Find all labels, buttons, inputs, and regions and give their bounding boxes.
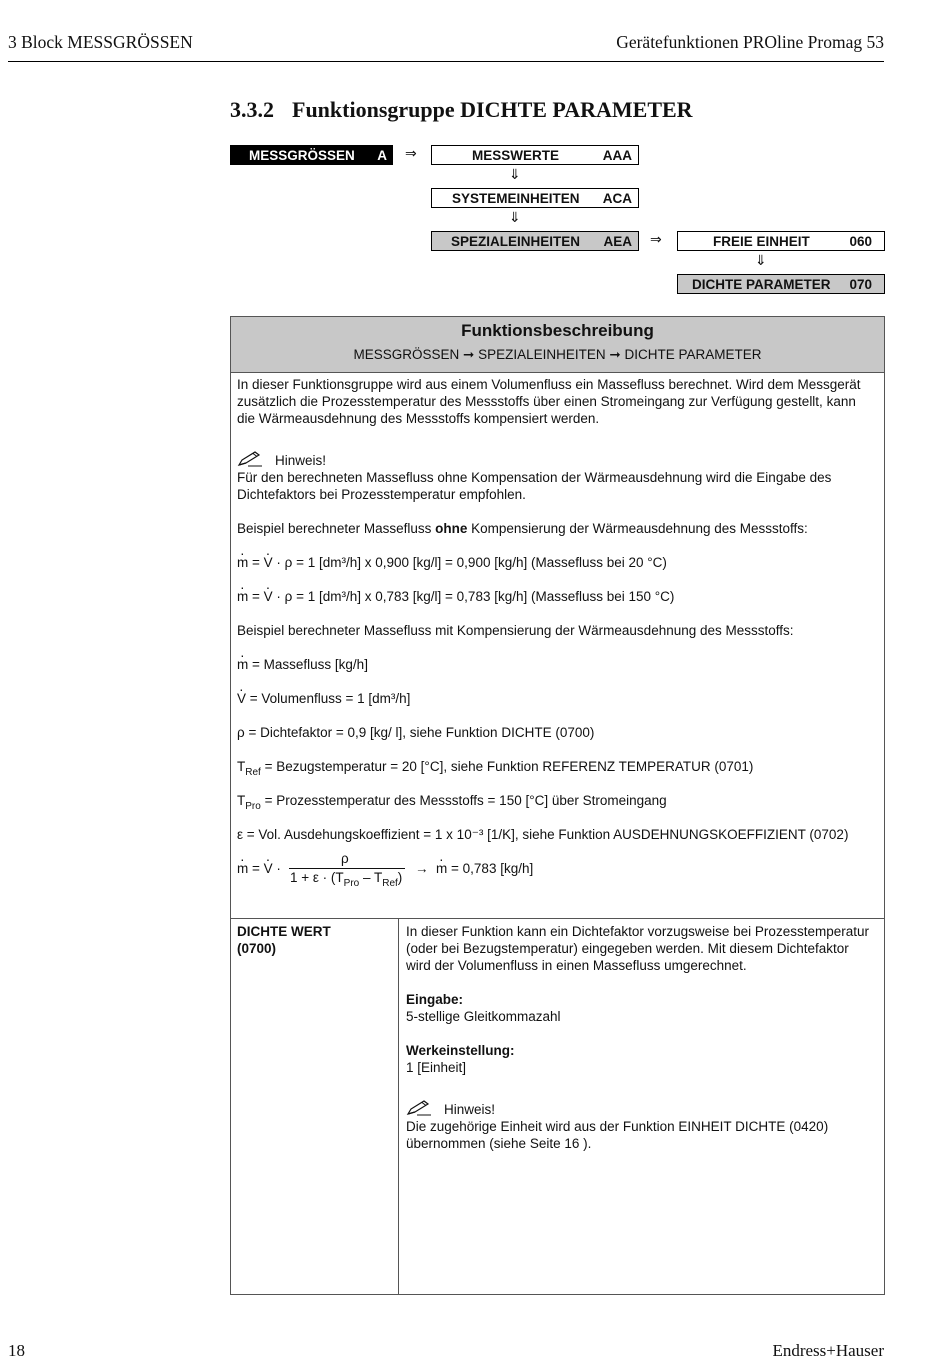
description-title: Funktionsbeschreibung: [461, 321, 654, 340]
arrow-right-icon: ⇒: [650, 232, 662, 248]
intro-line: In dieser Funktionsgruppe wird aus einem Volumenfluss ein Massefluss berechnet. Wird dem Messgerät: [237, 377, 861, 392]
input-label: Eingabe:: [406, 992, 464, 1007]
nav-box-systemeinheiten: SYSTEMEINHEITEN ACA: [431, 188, 639, 208]
pencil-note-icon: [406, 1100, 432, 1116]
function-text-line: In dieser Funktion kann ein Dichtefaktor vorzugsweise bei Prozesstemperatur: [406, 924, 869, 939]
function-name: DICHTE WERT (0700): [237, 924, 331, 956]
section-title: [230, 97, 693, 123]
nav-box-dichte-parameter: DICHTE PARAMETER 070: [677, 274, 885, 294]
formula-denominator: $1 + \varepsilon \cdot (T_{Pro} - T_{Ref})$: [290, 870, 403, 889]
definition-process-temperature: $T_{Pro}$ = Prozesstemperatur des Messstoffs = 150 [°C] über Stromeingang: [237, 793, 667, 812]
description-header: [231, 317, 884, 373]
function-note-line: übernommen (siehe Seite 16 ).: [406, 1136, 592, 1151]
default-label: Werkeinstellung:: [406, 1043, 515, 1058]
nav-box-messwerte: MESSWERTE AAA: [431, 145, 639, 165]
formula-numerator: ρ: [341, 851, 349, 866]
function-description-table: [230, 316, 885, 1295]
intro-line: zusätzlich die Prozesstemperatur des Messstoffs über einen Stromeingang zur Verfügung gestellt, kann: [237, 394, 856, 409]
definition-density: ρ = Dichtefaktor = 0,9 [kg/ l], siehe Funktion DICHTE (0700): [237, 725, 595, 740]
arrow-down-icon: ⇓: [509, 210, 521, 226]
definition-mass-flow: · m = Massefluss [kg/h]: [237, 656, 368, 673]
example-without-compensation: Beispiel berechneter Massefluss ohne Kompensierung der Wärmeausdehnung des Messstoffs:: [237, 521, 808, 536]
function-text-line: wird der Volumenfluss in einen Massefluss umgerechnet.: [406, 958, 747, 973]
note-heading: [237, 451, 326, 469]
formula-left: · m = · V ·: [237, 860, 281, 877]
nav-box-messgroessen: MESSGRÖSSEN A: [230, 145, 393, 165]
brand-logo: Endress+Hauser: [772, 1341, 884, 1360]
row-divider: [231, 918, 884, 919]
function-text-line: (oder bei Bezugstemperatur) eingegeben werden. Mit diesem Dichtefaktor: [406, 941, 849, 956]
nav-box-freie-einheit: FREIE EINHEIT 060: [677, 231, 885, 251]
definition-reference-temperature: $T_{Ref}$ = Bezugstemperatur = 20 [°C], siehe Funktion REFERENZ TEMPERATUR (0701): [237, 759, 754, 778]
arrow-down-icon: ⇓: [509, 167, 521, 183]
equation-20c: · m = · V · ρ = 1 [dm³/h] x 0,900 [kg/l] = 0,900 [kg/h] (Massefluss bei 20 °C): [237, 554, 667, 571]
note-line: Dichtefaktors bei Prozesstemperatur empfohlen.: [237, 487, 526, 502]
intro-line: die Wärmeausdehnung des Messstoffs kompensiert werden.: [237, 411, 600, 426]
arrow-right-icon: ⇒: [405, 146, 417, 162]
section-name: Funktionsgruppe DICHTE PARAMETER: [292, 97, 693, 122]
input-value: 5-stellige Gleitkommazahl: [406, 1009, 561, 1024]
function-note-line: Die zugehörige Einheit wird aus der Funktion EINHEIT DICHTE (0420): [406, 1119, 829, 1134]
equation-150c: · m = · V · ρ = 1 [dm³/h] x 0,783 [kg/l] = 0,783 [kg/h] (Massefluss bei 150 °C): [237, 588, 674, 605]
default-value: 1 [Einheit]: [406, 1060, 467, 1075]
arrow-down-icon: ⇓: [755, 253, 767, 269]
note-label: Hinweis!: [275, 453, 327, 468]
chapter-title: 3 Block MESSGRÖSSEN: [8, 32, 193, 52]
column-divider: [398, 919, 399, 1294]
function-note-heading: Hinweis!: [406, 1100, 495, 1118]
description-path: MESSGRÖSSEN ➞ SPEZIALEINHEITEN ➞ DICHTE PARAMETER: [353, 347, 762, 362]
example-with-compensation: Beispiel berechneter Massefluss mit Kompensierung der Wärmeausdehnung des Messstoffs:: [237, 623, 794, 638]
definition-expansion-coefficient: ε = Vol. Ausdehungskoeffizient = 1 x 10⁻³ [1/K], siehe Funktion AUSDEHNUNGSKOEFFIZIENT (0702): [237, 827, 849, 842]
page-number: 18: [8, 1341, 25, 1360]
formula-result: → · m = 0,783 [kg/h]: [415, 860, 533, 877]
document-title: Gerätefunktionen PROline Promag 53: [616, 32, 884, 52]
page-header: [8, 30, 884, 62]
section-number: 3.3.2: [230, 97, 274, 122]
note-line: Für den berechneten Massefluss ohne Kompensation der Wärmeausdehnung wird die Eingabe des: [237, 470, 832, 485]
pencil-note-icon: [237, 451, 263, 467]
fraction-bar: [289, 868, 405, 869]
nav-box-spezialeinheiten: SPEZIALEINHEITEN AEA: [431, 231, 639, 251]
definition-volume-flow: · V = Volumenfluss = 1 [dm³/h]: [237, 690, 410, 707]
